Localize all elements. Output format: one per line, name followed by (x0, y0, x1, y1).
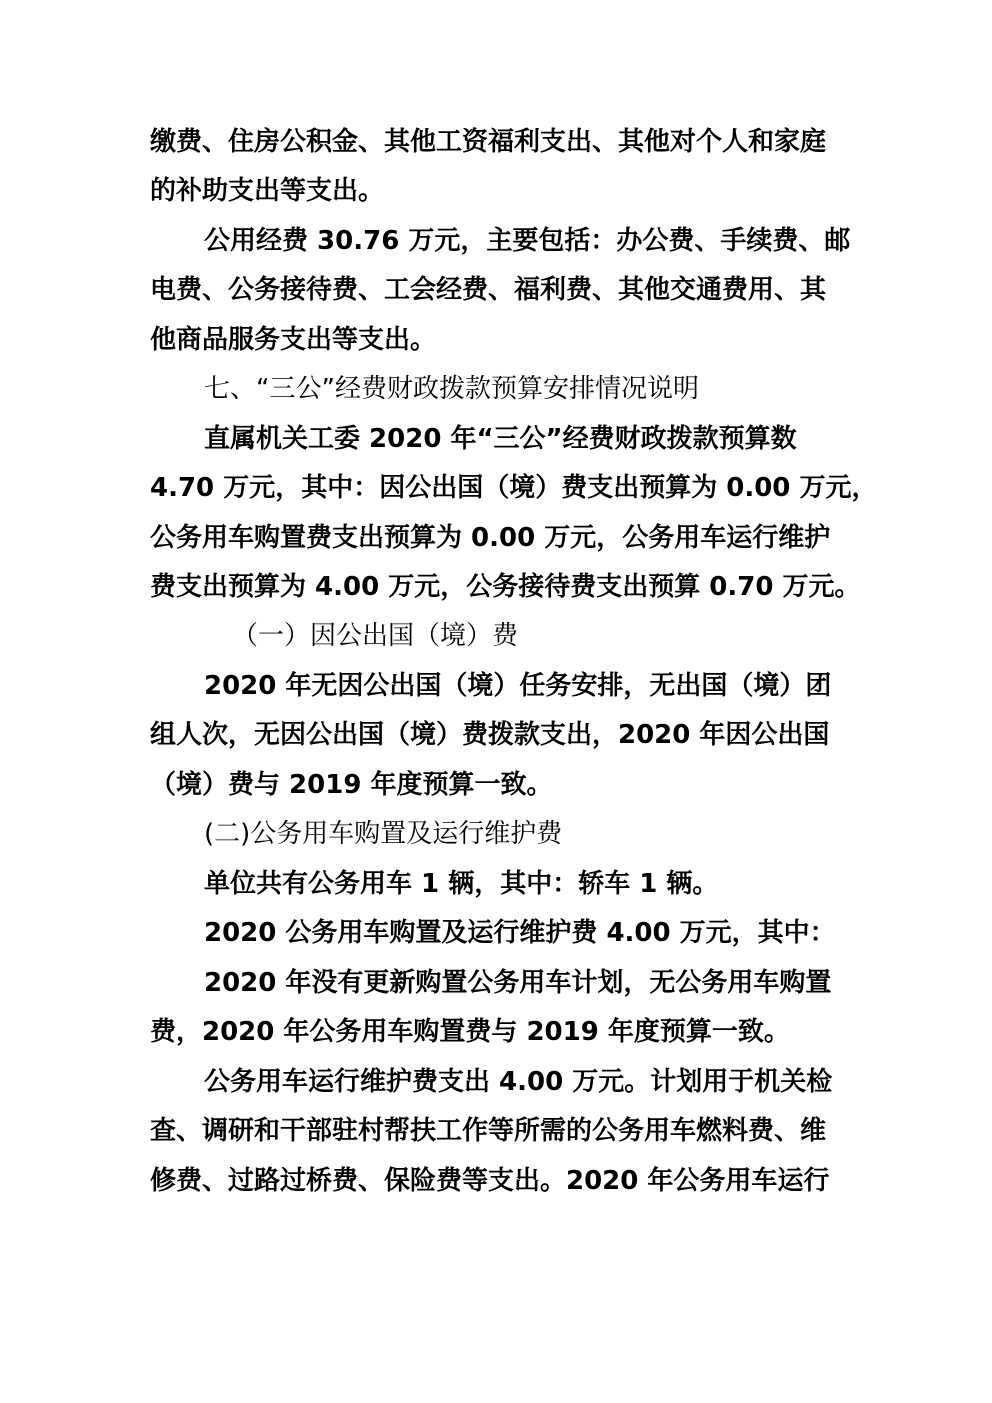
text-line-22: 修费、过路过桥费、保险费等支出。2020 年公务用车运行 (150, 1166, 830, 1196)
text-line-20: 公务用车运行维护费支出 4.00 万元。计划用于机关检 (204, 1067, 833, 1097)
subheading-one: （一）因公出国（境）费 (232, 621, 519, 651)
text-line-5: 他商品服务支出等支出。 (150, 325, 437, 355)
text-line-14: （境）费与 2019 年度预算一致。 (150, 770, 553, 800)
text-line-7: 直属机关工委 2020 年“三公”经费财政拨款预算数 (204, 424, 797, 454)
text-line-2: 的补助支出等支出。 (150, 176, 385, 206)
text-line-8: 4.70 万元，其中：因公出国（境）费支出预算为 0.00 万元， (150, 473, 878, 503)
text-line-10: 费支出预算为 4.00 万元，公务接待费支出预算 0.70 万元。 (150, 572, 861, 602)
text-line-19: 费，2020 年公务用车购置费与 2019 年度预算一致。 (150, 1017, 790, 1047)
text-line-17: 2020 公务用车购置及运行维护费 4.00 万元，其中： (204, 918, 836, 948)
text-line-12: 2020 年无因公出国（境）任务安排，无出国（境）团 (204, 671, 832, 701)
text-line-3: 公用经费 30.76 万元，主要包括：办公费、手续费、邮 (204, 226, 851, 256)
text-line-1: 缴费、住房公积金、其他工资福利支出、其他对个人和家庭 (150, 127, 827, 157)
text-line-4: 电费、公务接待费、工会经费、福利费、其他交通费用、其 (150, 275, 827, 305)
subheading-two: (二)公务用车购置及运行维护费 (204, 819, 563, 849)
text-line-13: 组人次，无因公出国（境）费拨款支出，2020 年因公出国 (150, 720, 830, 750)
text-line-9: 公务用车购置费支出预算为 0.00 万元，公务用车运行维护 (150, 523, 831, 553)
text-line-21: 查、调研和干部驻村帮扶工作等所需的公务用车燃料费、维 (150, 1116, 827, 1146)
section-heading-seven: 七、“三公”经费财政拨款预算安排情况说明 (204, 374, 699, 404)
text-line-18: 2020 年没有更新购置公务用车计划，无公务用车购置 (204, 968, 832, 998)
text-line-16: 单位共有公务用车 1 辆，其中：轿车 1 辆。 (204, 869, 719, 899)
